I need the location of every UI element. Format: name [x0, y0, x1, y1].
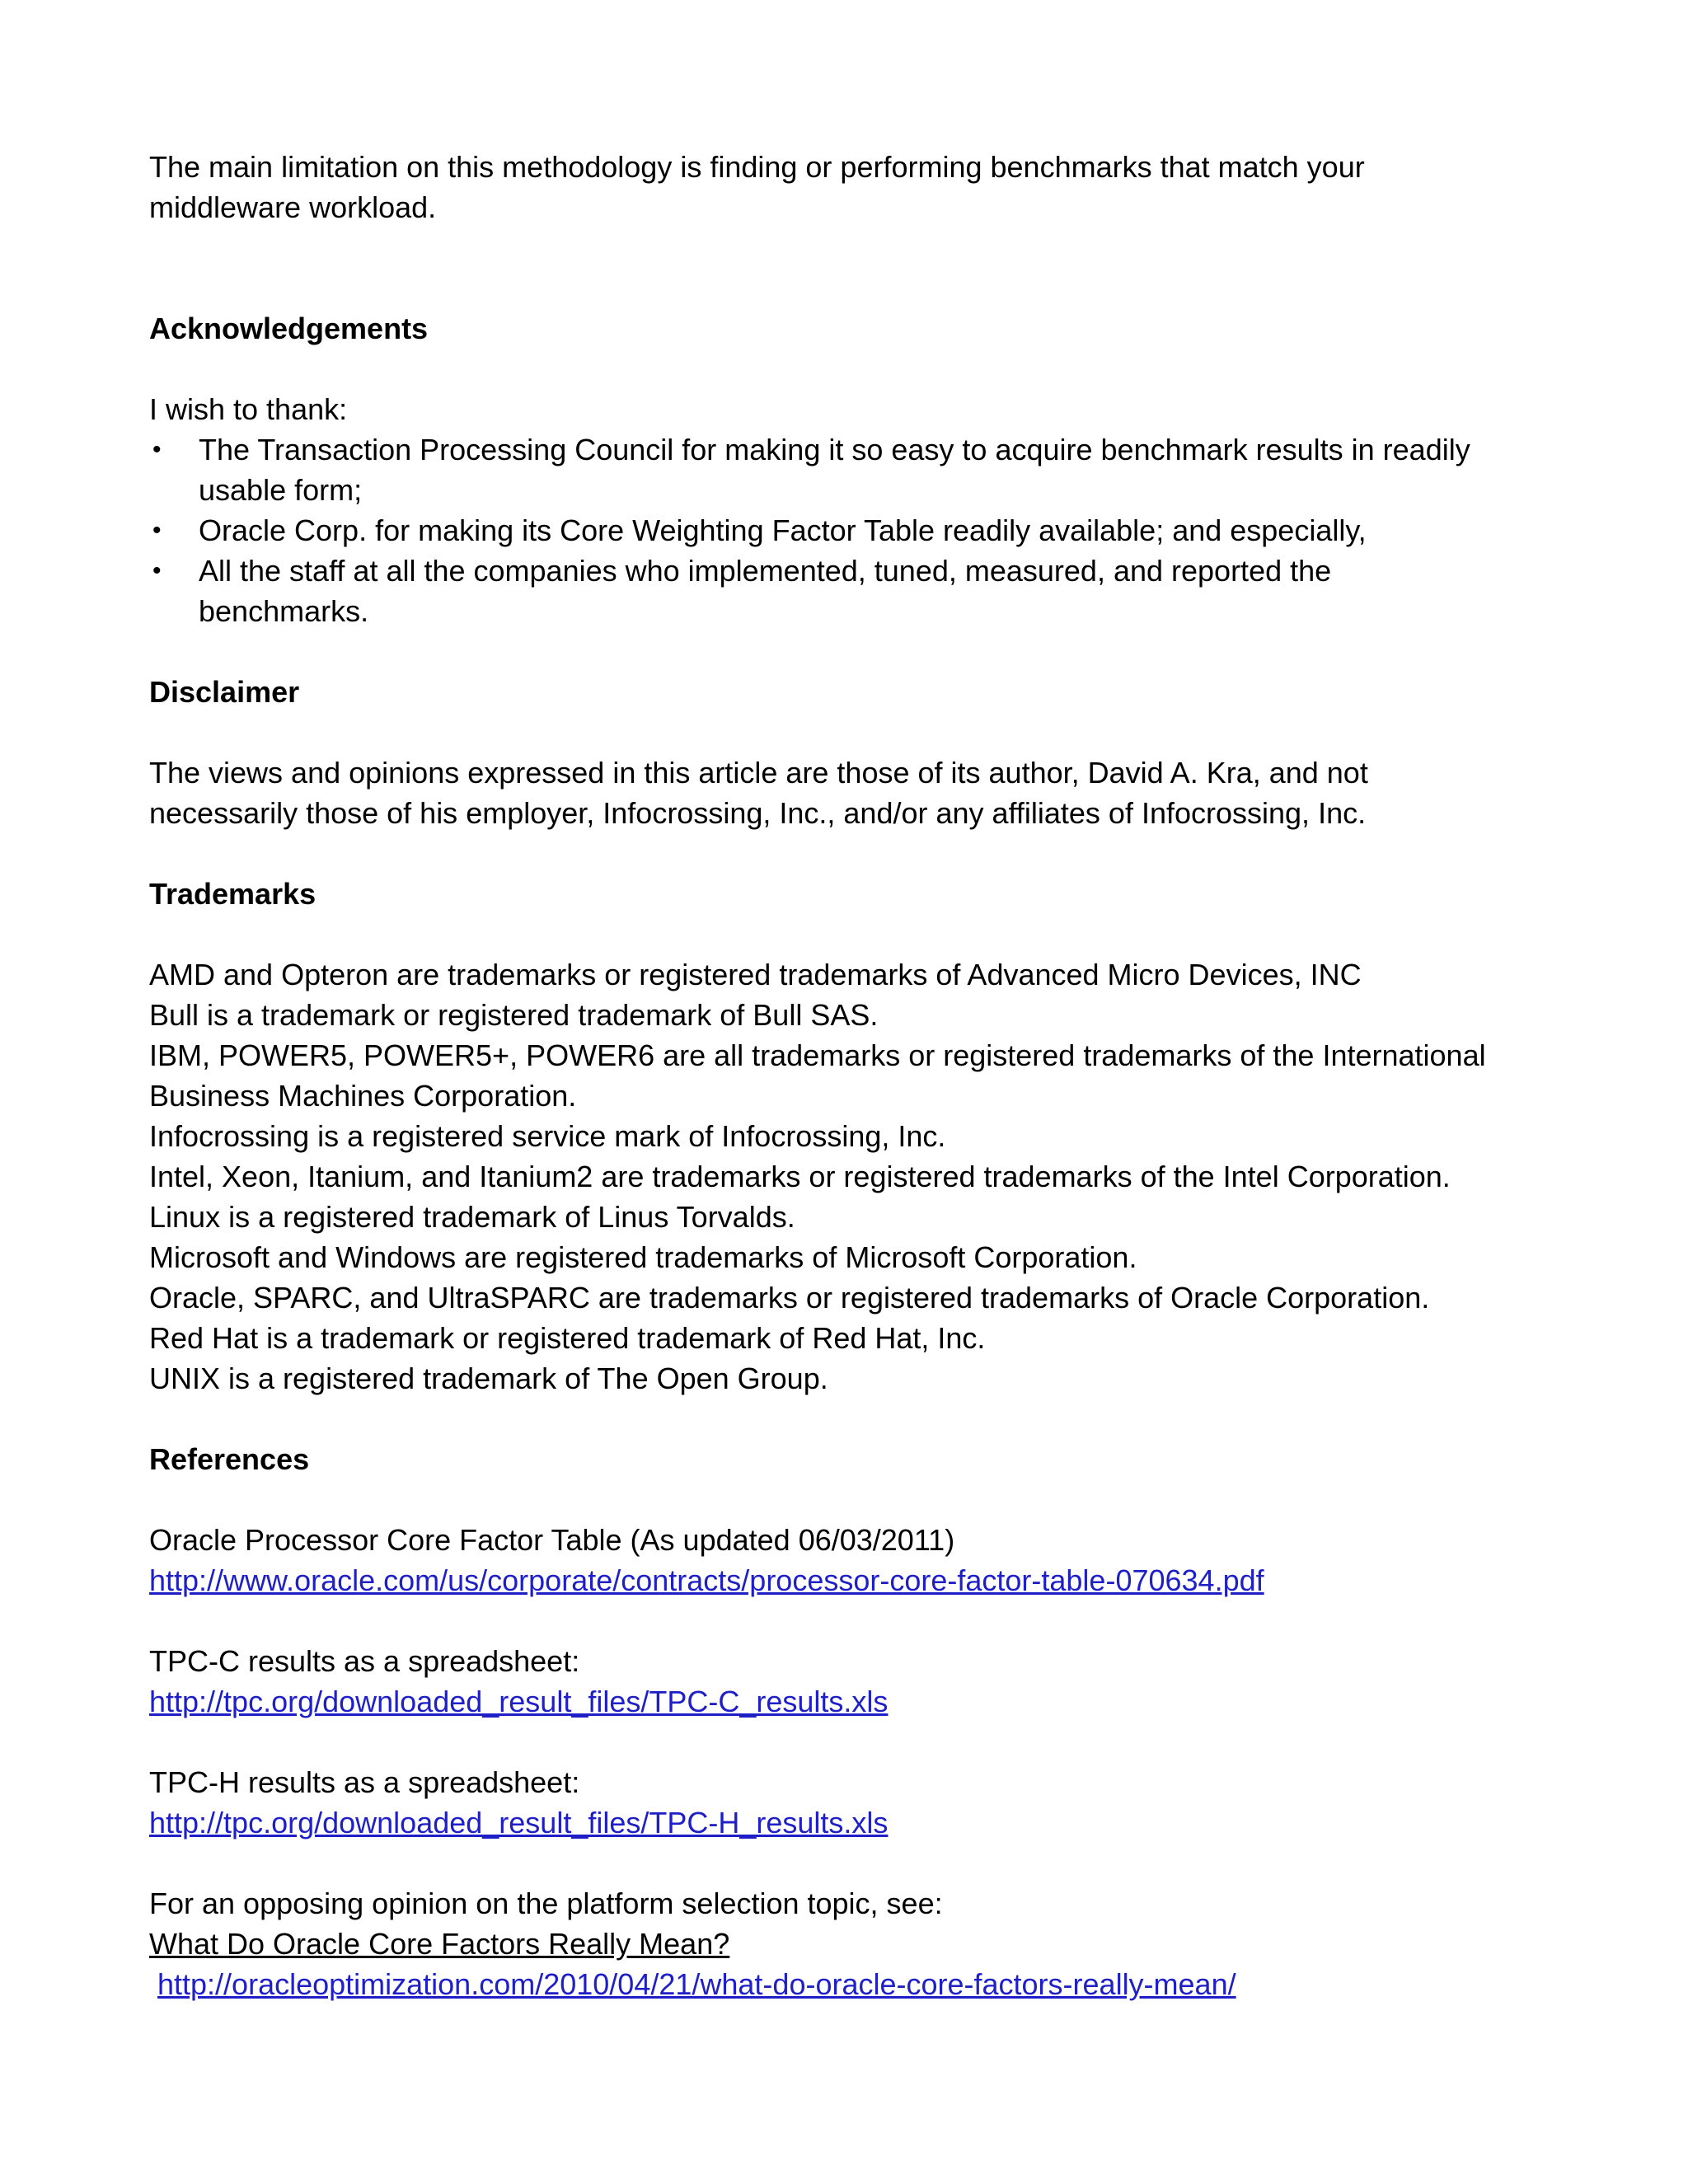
- trademark-line: IBM, POWER5, POWER5+, POWER6 are all trademarks or registered trademarks of the International: [149, 1038, 1486, 1072]
- bullet-icon: •: [152, 517, 162, 544]
- trademark-line: Infocrossing is a registered service mark of Infocrossing, Inc.: [149, 1119, 946, 1153]
- bullet-icon: •: [152, 436, 162, 463]
- disclaimer-line-1: The views and opinions expressed in this article are those of its author, David A. Kra, and not: [149, 756, 1368, 790]
- list-item-line-2: usable form;: [199, 473, 363, 507]
- reference-label: TPC-C results as a spreadsheet:: [149, 1644, 580, 1678]
- disclaimer-paragraph: [149, 752, 1550, 833]
- bullet-icon: •: [152, 557, 162, 584]
- intro-line-2: middleware workload.: [149, 190, 437, 224]
- disclaimer-line-2: necessarily those of his employer, Infocrossing, Inc., and/or any affiliates of Infocrossing, Inc.: [149, 796, 1367, 830]
- intro-line-1: The main limitation on this methodology is finding or performing benchmarks that match your: [149, 150, 1365, 184]
- disclaimer-heading: Disclaimer: [149, 675, 300, 709]
- reference-opposing: [149, 1883, 1550, 2004]
- trademark-line: Bull is a trademark or registered trademark of Bull SAS.: [149, 998, 879, 1032]
- list-item-line-1: The Transaction Processing Council for making it so easy to acquire benchmark results in readily: [199, 433, 1470, 466]
- references-heading: References: [149, 1442, 310, 1476]
- reference-tpcc: [149, 1641, 1550, 1722]
- tpcc-results-link[interactable]: http://tpc.org/downloaded_result_files/TPC-C_results.xls: [149, 1685, 889, 1718]
- article-title: What Do Oracle Core Factors Really Mean?: [149, 1927, 730, 1961]
- trademark-line: Business Machines Corporation.: [149, 1079, 577, 1113]
- trademark-line: Linux is a registered trademark of Linus Torvalds.: [149, 1200, 795, 1234]
- trademark-line: UNIX is a registered trademark of The Open Group.: [149, 1361, 828, 1395]
- list-item-line-1: All the staff at all the companies who implemented, tuned, measured, and reported the: [199, 554, 1332, 588]
- trademark-line: AMD and Opteron are trademarks or registered trademarks of Advanced Micro Devices, INC: [149, 958, 1362, 991]
- tpch-results-link[interactable]: http://tpc.org/downloaded_result_files/TPC-H_results.xls: [149, 1806, 889, 1840]
- reference-tpch: [149, 1762, 1550, 1843]
- list-item: [149, 429, 1550, 510]
- oracle-core-factor-link[interactable]: http://www.oracle.com/us/corporate/contracts/processor-core-factor-table-070634.pdf: [149, 1563, 1264, 1597]
- reference-label: For an opposing opinion on the platform selection topic, see:: [149, 1886, 943, 1920]
- reference-label: TPC-H results as a spreadsheet:: [149, 1765, 580, 1799]
- trademarks-heading: Trademarks: [149, 877, 316, 911]
- intro-paragraph: [149, 147, 1550, 227]
- list-item: [149, 510, 1550, 551]
- acknowledgements-list: [149, 429, 1550, 631]
- oracle-optimization-link[interactable]: http://oracleoptimization.com/2010/04/21/what-do-oracle-core-factors-really-mean/: [157, 1967, 1236, 2001]
- list-item: [149, 551, 1550, 631]
- trademarks-list: [149, 954, 1550, 1399]
- trademark-line: Oracle, SPARC, and UltraSPARC are trademarks or registered trademarks of Oracle Corporation.: [149, 1281, 1430, 1315]
- trademark-line: Intel, Xeon, Itanium, and Itanium2 are trademarks or registered trademarks of the Intel Corporation.: [149, 1160, 1451, 1193]
- list-item-line-1: Oracle Corp. for making its Core Weighting Factor Table readily available; and especially,: [199, 513, 1367, 547]
- trademark-line: Microsoft and Windows are registered trademarks of Microsoft Corporation.: [149, 1240, 1137, 1274]
- document-page: [149, 147, 1550, 2004]
- acknowledgements-intro: I wish to thank:: [149, 392, 348, 426]
- reference-label: Oracle Processor Core Factor Table (As updated 06/03/2011): [149, 1523, 955, 1557]
- reference-oracle-table: [149, 1520, 1550, 1601]
- trademark-line: Red Hat is a trademark or registered trademark of Red Hat, Inc.: [149, 1321, 986, 1355]
- list-item-line-2: benchmarks.: [199, 594, 369, 628]
- acknowledgements-heading: Acknowledgements: [149, 312, 429, 345]
